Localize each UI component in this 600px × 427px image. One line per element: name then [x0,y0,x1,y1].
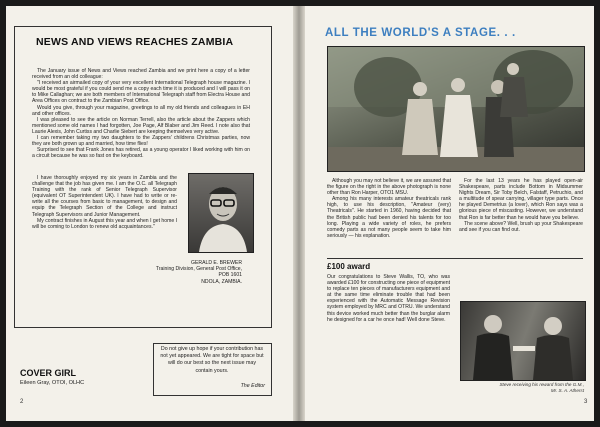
signature-line: POB 1601 [218,272,242,279]
news-paragraph: I was pleased to see the article on Norman Terrell, also the article about the Zappers which mentioned some old names I had forgotten, Joe Page, Alf Blaber and Jim Reed. I note also that Laurie Alexis, John Curtiss and Charlie Siebert are keeping themselves very active. [32,116,250,135]
award-photo [460,301,586,381]
award-photo-caption [460,382,584,393]
section-divider [327,258,583,259]
stage-article-column-1 [327,178,451,239]
author-photo [188,173,254,253]
stage-paragraph: For the last 13 years he has played open-air Shakespeare, parts include Bottom in Midsummer Nights Dream, Sir Toby Belch, Falstaff, Petruchio, and a multitude of spear carrying, villager type parts. Once he played Demetrius (a lover), which Ron says was a glorious piece of miscasting. However, we understand that Ron is far better than he would have you believe. [459,178,583,221]
page-number-right: 3 [584,399,588,405]
award-headline: £100 award [327,262,371,271]
stage-article-column-2 [459,178,583,233]
stage-paragraph: The scene above? Well, brush up your Shakespeare and see if you can find out. [459,220,583,233]
caption-line: Mr. S. A. Atherst [550,387,584,393]
news-article-body [32,68,250,159]
theatre-photo [327,46,585,172]
news-article-narrow-column [32,175,177,230]
news-paragraph: Would you give, through your magazine, greetings to all my old friends and colleagues in EH and other offices. [32,104,250,117]
stage-headline: ALL THE WORLD'S A STAGE. . . [325,27,516,39]
page-gutter [293,6,305,421]
stage-paragraph: Although you may not believe it, we are assured that the figure on the right in the above photograph is none other than Ron Harper, OTO1 MSU. [327,178,451,197]
signature-line: NDOLA, ZAMBIA. [201,278,242,285]
news-paragraph: Surprised to see that Frank Jones has retired, as a young operator I liked working with him on a circuit because he was so fast on the keyboard. [32,147,250,160]
news-paragraph: I have thoroughly enjoyed my six years in Zambia and the challenge that the job has given me. I am the O.C. all Telegraph Training with the rank of Senior Telegraph Supervisor (equivalent OT Superintendent UK). I have had to write or re-write all the courses from basic to management, to design and equip the Telegraph Section of the College and instruct Telegraph Supervisors and Junior Management. [32,175,177,218]
page-number-left: 2 [20,399,24,405]
author-photo-art [189,174,253,252]
caption-line: Steve receiving his reward from the G.M., [499,382,584,387]
news-paragraph: My contract finishes in August this year and when I get home I will be coming to London to renew old acquaintances." [32,217,177,230]
news-paragraph: The January issue of News and Views reached Zambia and we print here a copy of a letter received from an old colleague: [32,68,250,81]
signature-name: GERALD E. BREWER [191,260,242,266]
theatre-photo-art [328,47,584,171]
cover-girl-name: Eileen Gray, OTOI, OLHC [20,380,85,386]
news-paragraph: I can remember taking my two daughters to the Zappers' childrens Christmas parties, now they are both grown up and married, how time flies! [32,135,250,148]
editor-signature: The Editor [240,383,265,389]
signature-line: Training Division, General Post Office, [155,266,242,273]
editor-note: Do not give up hope if your contribution has not yet appeared. We are tight for space but will do our best so the next issue may contain yours. [160,346,264,374]
award-photo-art [461,302,585,380]
stage-paragraph: Among his many interests amateur theatricals rank high, to use his description, "Amateur (very) Theatricals". He started in 1960, having decided that the British public had been denied his talents for too long. Playing a wide variety of roles, he prefers comedy parts as not many people seem to take him seriously — his explanation. [327,196,451,239]
award-article-body: Our congratulations to Steve Wallis, TO, who was awarded £100 for constructing one piece of equipment to replace ten pieces of manufacturers equipment and at the same time eliminate trouble that had been experienced with the Automatic Message Revision system employed by MRC and OTRU. We understand this device worked much better than the burglar alarm he designed for a car he once had! Well done Steve. [327,274,450,323]
news-paragraph: "I received an airmailed copy of your very excellent International Telegraph house magazine. I would be most grateful if you could send me a copy each time it is produced and I will pass it on to Mike Callaghan; we are both members of International Telegraph staff from Electra House and Area Offices on contract to the Zambian Post Office. [32,80,250,105]
cover-girl-title: COVER GIRL [20,368,77,378]
letter-signature [122,260,242,285]
news-headline: NEWS AND VIEWS REACHES ZAMBIA [36,36,234,48]
